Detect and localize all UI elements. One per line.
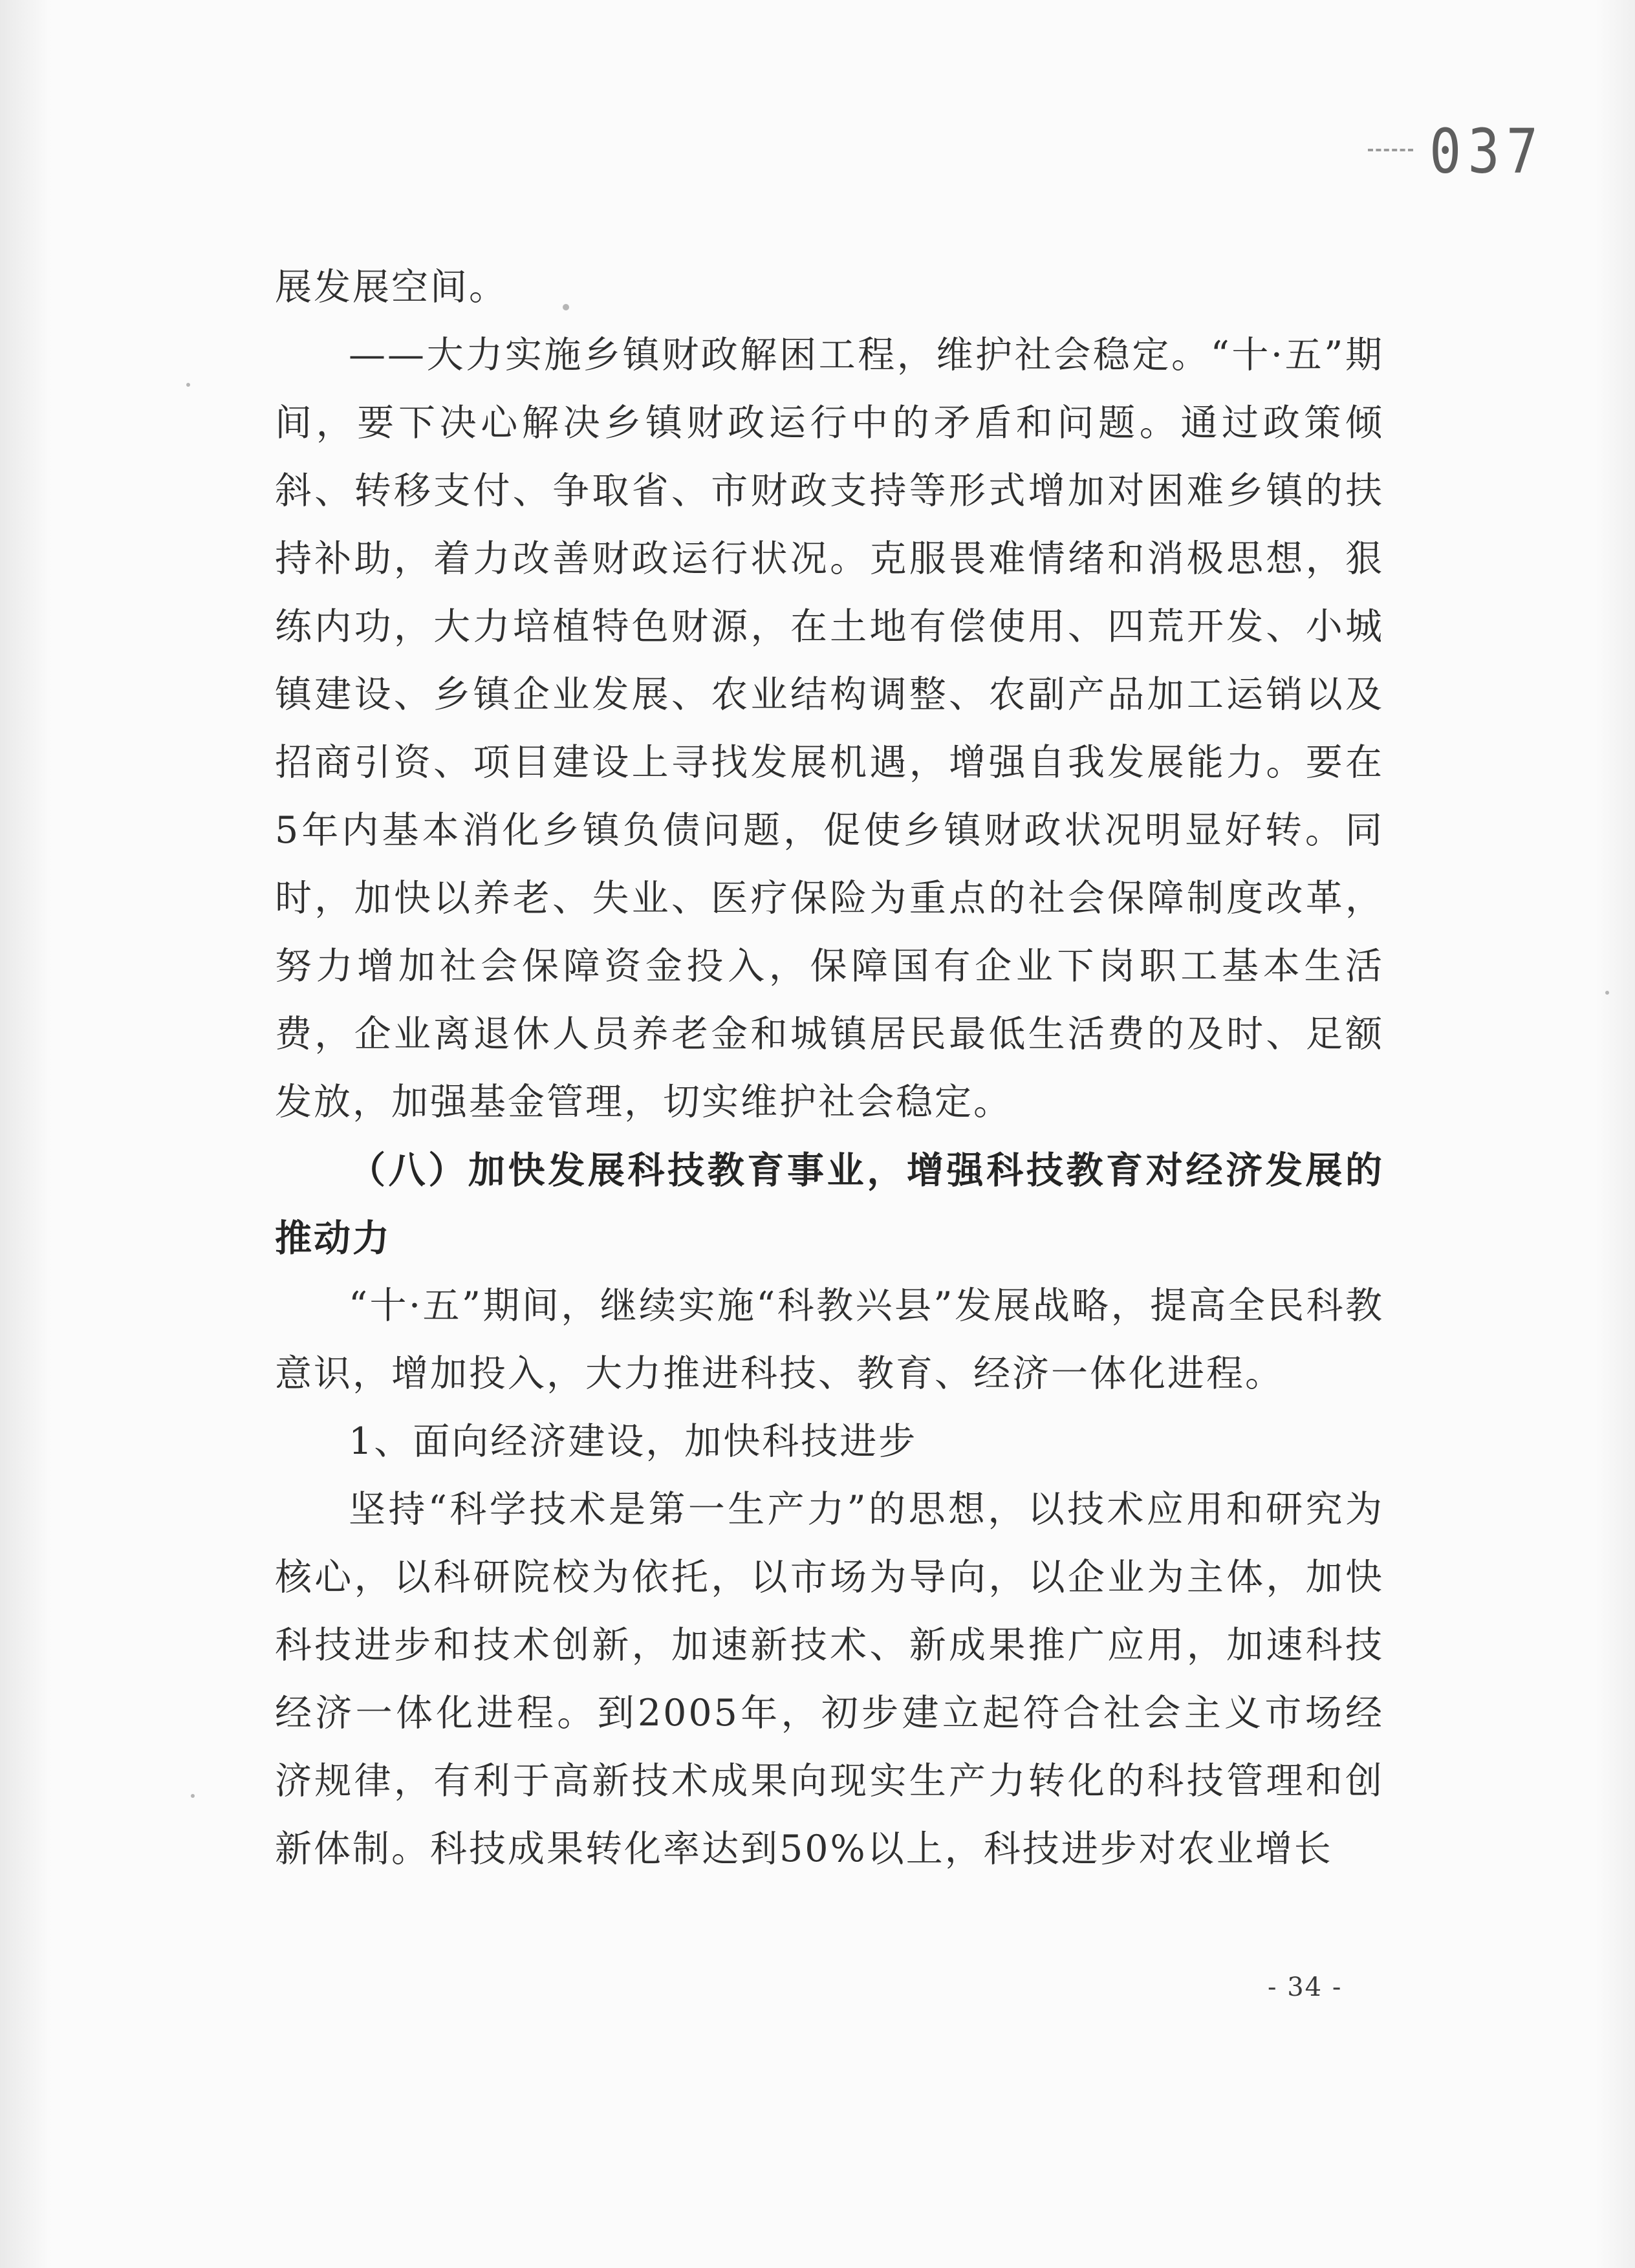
scan-speck (1605, 991, 1609, 995)
page-id-stamp: 037 (1429, 116, 1545, 188)
subheading-1: 1、面向经济建设，加快科技进步 (349, 1420, 918, 1463)
scan-shadow-right (1596, 0, 1635, 2268)
paragraph-science-education: “十·五”期间，继续实施“科教兴县”发展战略，提高全民科教意识，增加投入，大力推进科技、教育、经济一体化进程。 (275, 1284, 1384, 1395)
section-heading-8: （八）加快发展科技教育事业，增强科技教育对经济发展的推动力 (275, 1149, 1384, 1260)
paragraph-continuation: 展发展空间。 (275, 266, 508, 308)
scan-speck (191, 1794, 195, 1798)
page-number: - 34 - (1268, 1972, 1343, 2002)
scan-speck (186, 383, 190, 387)
paragraph-technology-progress: 坚持“科学技术是第一生产力”的思想，以技术应用和研究为核心，以科研院校为依托，以市场为导向，以企业为主体，加快科技进步和技术创新，加速新技术、新成果推广应用，加速科技经济一体化进程。到2005年，初步建立起符合社会主义市场经济规律，有利于高新技术成果向现实生产力转化的科技管理和创新体制。科技成果转化率达到50%以上，科技进步对农业增长 (275, 1488, 1384, 1870)
scan-shadow-left (0, 0, 52, 2268)
paragraph-township-finance: ——大力实施乡镇财政解困工程，维护社会稳定。“十·五”期间，要下决心解决乡镇财政运行中的矛盾和问题。通过政策倾斜、转移支付、争取省、市财政支持等形式增加对困难乡镇的扶持补助，着力改善财政运行状况。克服畏难情绪和消极思想，狠练内功，大力培植特色财源，在土地有偿使用、四荒开发、小城镇建设、乡镇企业发展、农业结构调整、农副产品加工运销以及招商引资、项目建设上寻找发展机遇，增强自我发展能力。要在5年内基本消化乡镇负债问题，促使乡镇财政状况明显好转。同时，加快以养老、失业、医疗保险为重点的社会保障制度改革，努力增加社会保障资金投入，保障国有企业下岗职工基本生活费，企业离退休人员养老金和城镇居民最低生活费的及时、足额发放，加强基金管理，切实维护社会稳定。 (275, 334, 1384, 1123)
page-id-mark (1368, 149, 1413, 157)
document-body (275, 254, 1384, 1883)
